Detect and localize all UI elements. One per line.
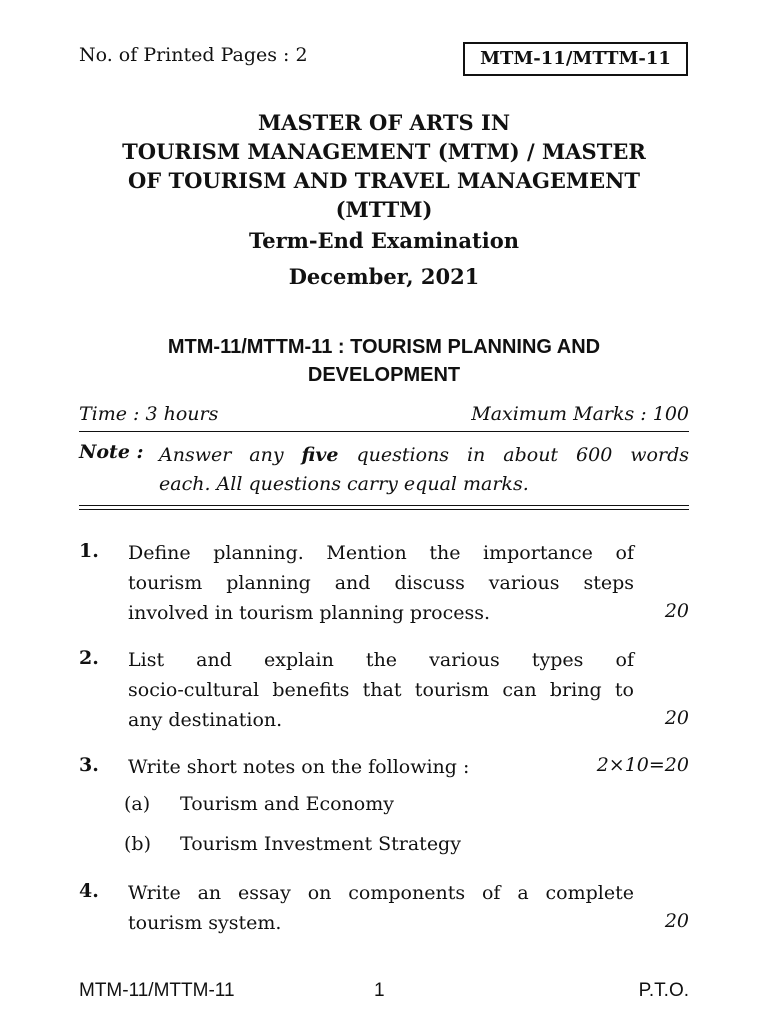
course-code-box: MTM-11/MTTM-11 [463, 42, 688, 76]
exam-date: December, 2021 [288, 264, 480, 289]
printed-pages-count: No. of Printed Pages : 2 [79, 44, 308, 66]
exam-type: Term-End Examination [248, 228, 519, 253]
programme-title-line: MASTER OF ARTS IN [257, 110, 511, 135]
programme-title-line: TOURISM MANAGEMENT (MTM) / MASTER [122, 139, 646, 164]
question-text [128, 878, 634, 938]
question-line: tourism planning and discuss various steps [128, 572, 634, 594]
question-text [128, 645, 634, 735]
question-text [128, 538, 634, 628]
course-title-line: DEVELOPMENT [307, 364, 461, 386]
time-allowed: Time : 3 hours [79, 403, 219, 425]
programme-title-line: OF TOURISM AND TRAVEL MANAGEMENT [127, 168, 641, 193]
note-text-post: questions in about 600 words [338, 444, 689, 466]
question-number: 4. [79, 880, 99, 902]
subpart-text: Tourism and Economy [180, 793, 394, 815]
question-marks: 20 [664, 600, 689, 622]
subpart-label: (a) [124, 793, 151, 815]
note-line: each. All questions carry equal marks. [159, 473, 529, 495]
please-turn-over: P.T.O. [638, 980, 689, 1001]
subpart-label: (b) [124, 833, 151, 855]
question-line: Write an essay on components of a complete [128, 882, 634, 904]
page-number: 1 [374, 980, 385, 1001]
note-text [159, 441, 689, 499]
note-label: Note : [79, 441, 144, 463]
question-marks: 2×10=20 [596, 754, 689, 776]
question-marks: 20 [664, 707, 689, 729]
question-line: Define planning. Mention the importance of [128, 542, 634, 564]
question-number: 2. [79, 647, 99, 669]
question-line: List and explain the various types of [128, 649, 634, 671]
note-line [159, 441, 689, 470]
note-text-bold: five [301, 444, 339, 466]
subpart-text: Tourism Investment Strategy [180, 833, 461, 855]
question-line: socio-cultural benefits that tourism can bring to [128, 679, 634, 701]
divider [79, 431, 689, 432]
footer-course-code: MTM-11/MTTM-11 [79, 980, 235, 1001]
programme-title-line: (MTTM) [335, 197, 433, 222]
programme-title [79, 108, 689, 224]
question-marks: 20 [664, 910, 689, 932]
question-line: any destination. [128, 709, 283, 731]
question-line: Write short notes on the following : [128, 756, 470, 778]
question-number: 1. [79, 540, 99, 562]
question-number: 3. [79, 754, 99, 776]
question-line: tourism system. [128, 912, 282, 934]
note-text-pre: Answer any [159, 444, 302, 466]
double-divider-top [79, 505, 689, 506]
double-divider-bottom [79, 509, 689, 510]
maximum-marks: Maximum Marks : 100 [471, 403, 689, 425]
course-title [79, 333, 689, 389]
question-line: involved in tourism planning process. [128, 602, 491, 624]
course-title-line: MTM-11/MTTM-11 : TOURISM PLANNING AND [167, 336, 601, 358]
question-text [128, 752, 634, 782]
